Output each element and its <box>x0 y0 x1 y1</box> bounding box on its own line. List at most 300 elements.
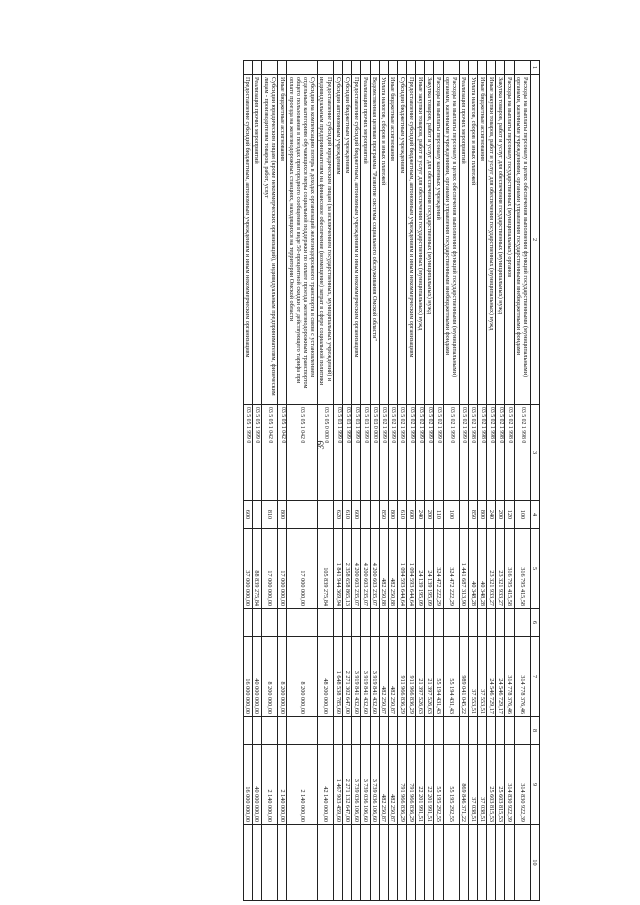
table-row <box>287 61 318 901</box>
row-amount-col7-cell: 911 966 836,29 <box>398 637 407 717</box>
row-amount-col7-cell: 55 194 431,43 <box>443 637 459 717</box>
column-header: 4 <box>530 501 539 529</box>
row-name-cell: Субсидии бюджетным учреждениям <box>343 75 352 405</box>
row-kvr-cell: 120 <box>505 501 514 529</box>
table-row <box>352 61 361 901</box>
row-name-cell: Реализация прочих мероприятий <box>459 75 468 405</box>
row-col8-cell <box>398 717 407 745</box>
row-code-cell: 03 5 02 1 998 0 <box>505 405 514 501</box>
row-amount-col7-cell: 3 919 841 432,60 <box>352 637 361 717</box>
row-blank-cell <box>487 61 496 75</box>
row-blank-cell <box>287 61 318 75</box>
row-col6-cell <box>434 609 443 637</box>
row-amount-col7-cell: 24 546 729,17 <box>487 637 496 717</box>
row-blank-cell <box>425 61 434 75</box>
row-amount-col5-cell: 324 472 222,29 <box>434 529 443 609</box>
row-amount-col7-cell: 3 919 841 432,60 <box>370 637 379 717</box>
row-code-cell: 03 5 05 1 042 0 <box>262 405 278 501</box>
row-col8-cell <box>478 717 487 745</box>
table-row <box>487 61 496 901</box>
row-code-cell: 03 5 02 1 999 0 <box>398 405 407 501</box>
row-amount-col7-cell: 8 200 000,00 <box>262 637 278 717</box>
row-amount-col5-cell: 1 094 593 644,64 <box>398 529 407 609</box>
row-col6-cell <box>287 609 318 637</box>
row-col8-cell <box>379 717 388 745</box>
row-amount-col5-cell: 105 839 275,84 <box>317 529 333 609</box>
row-kvr-cell: 110 <box>434 501 443 529</box>
row-kvr-cell: 100 <box>514 501 530 529</box>
row-amount-col7-cell: 1 648 538 785,60 <box>334 637 343 717</box>
row-amount-col5-cell: 482 250,88 <box>379 529 388 609</box>
row-code-cell: 03 5 02 1 998 0 <box>469 405 478 501</box>
row-name-cell: Уплата налогов, сборов и иных платежей <box>379 75 388 405</box>
row-amount-col9-cell: 791 966 836,29 <box>407 745 416 825</box>
row-amount-col9-cell: 16 000 000,00 <box>243 745 252 825</box>
row-blank-cell <box>352 61 361 75</box>
row-name-cell: Предоставление субсидий бюджетным, автономным учреждениям и иным некоммерческим организациям <box>243 75 252 405</box>
row-name-cell: Предоставление субсидий бюджетным, автономным учреждениям и иным некоммерческим организациям <box>407 75 416 405</box>
row-col10-cell <box>379 825 388 901</box>
row-kvr-cell <box>252 501 261 529</box>
row-kvr-cell: 850 <box>469 501 478 529</box>
row-col10-cell <box>398 825 407 901</box>
row-col8-cell <box>287 717 318 745</box>
row-amount-col9-cell: 37 038,51 <box>469 745 478 825</box>
row-amount-col9-cell: 55 195 292,55 <box>443 745 459 825</box>
column-header: 6 <box>530 609 539 637</box>
row-col8-cell <box>514 717 530 745</box>
row-col8-cell <box>388 717 397 745</box>
row-kvr-cell: 600 <box>407 501 416 529</box>
table-row <box>469 61 478 901</box>
table-row <box>388 61 397 901</box>
row-col10-cell <box>262 825 278 901</box>
row-amount-col9-cell: 314 830 922,39 <box>514 745 530 825</box>
row-amount-col7-cell: 21 397 526,63 <box>425 637 434 717</box>
row-blank-cell <box>496 61 505 75</box>
row-col6-cell <box>252 609 261 637</box>
row-amount-col5-cell: 23 321 933,27 <box>496 529 505 609</box>
row-name-cell: Предоставление субсидий бюджетным, автономным учреждениям и иным некоммерческим организациям <box>352 75 361 405</box>
row-amount-col5-cell: 17 000 000,00 <box>262 529 278 609</box>
row-name-cell: Расходы на выплаты персоналу в целях обеспечения выполнения функций государственными (муниципальными) органами, казенными учреждениями, органами управления государственными внебюджетными фондами <box>514 75 530 405</box>
row-kvr-cell: 240 <box>416 501 425 529</box>
row-amount-col5-cell: 37 000 000,00 <box>243 529 252 609</box>
row-amount-col7-cell: 2 271 302 647,00 <box>343 637 352 717</box>
row-col10-cell <box>407 825 416 901</box>
row-name-cell: Предоставление субсидий юридическим лицам (за исключением государственных, муниципальных учреждений) и индивидуальным предпринимателям на финансовое обеспечение (возмещение) затрат в сфере социальной политики <box>317 75 333 405</box>
row-col10-cell <box>425 825 434 901</box>
row-col10-cell <box>361 825 370 901</box>
row-amount-col7-cell: 989 041 045,22 <box>459 637 468 717</box>
row-name-cell: Закупка товаров, работ и услуг для обеспечения государственных (муниципальных) нужд <box>496 75 505 405</box>
row-col10-cell <box>352 825 361 901</box>
row-amount-col5-cell: 40 348,28 <box>478 529 487 609</box>
row-amount-col9-cell: 42 140 000,00 <box>317 745 333 825</box>
row-amount-col7-cell: 37 553,51 <box>469 637 478 717</box>
column-number-header <box>530 61 539 901</box>
row-amount-col9-cell: 2 140 000,00 <box>278 745 287 825</box>
row-code-cell: 03 5 02 1 998 0 <box>496 405 505 501</box>
row-amount-col5-cell: 1 441 687 313,90 <box>459 529 468 609</box>
row-col8-cell <box>262 717 278 745</box>
row-code-cell: 03 5 05 0 000 0 <box>317 405 333 501</box>
row-blank-cell <box>443 61 459 75</box>
row-col8-cell <box>416 717 425 745</box>
row-name-cell: Субсидии на компенсацию потерь в доходах организаций железнодорожного транспорта в связи с установлением отдельным категориям обучающихся меры социальной поддержки по оплате проезда железнодорожным транспортом общего пользования в поездах пригородного сообщения в виде 50-процентной скидки от действующего тарифа при оплате проезда на железнодорожных станциях, находящихся на территории Омской области <box>287 75 318 405</box>
row-col6-cell <box>370 609 379 637</box>
row-col6-cell <box>262 609 278 637</box>
row-kvr-cell <box>370 501 379 529</box>
row-amount-col5-cell: 24 139 195,09 <box>416 529 425 609</box>
row-code-cell: 03 5 03 0 000 0 <box>370 405 379 501</box>
row-amount-col9-cell: 55 195 292,55 <box>434 745 443 825</box>
row-name-cell: Иные бюджетные ассигнования <box>478 75 487 405</box>
table-row <box>334 61 343 901</box>
row-col8-cell <box>434 717 443 745</box>
row-amount-col7-cell: 55 194 431,43 <box>434 637 443 717</box>
table-row <box>398 61 407 901</box>
row-amount-col9-cell: 314 830 922,39 <box>505 745 514 825</box>
row-amount-col9-cell: 37 038,51 <box>478 745 487 825</box>
row-amount-col9-cell: 2 140 000,00 <box>287 745 318 825</box>
row-name-cell: Реализация прочих мероприятий <box>361 75 370 405</box>
row-blank-cell <box>416 61 425 75</box>
row-amount-col5-cell: 316 795 415,58 <box>505 529 514 609</box>
row-kvr-cell: 240 <box>487 501 496 529</box>
row-col10-cell <box>278 825 287 901</box>
rotated-table-container <box>20 60 540 900</box>
row-kvr-cell: 800 <box>278 501 287 529</box>
row-name-cell: Расходы на выплаты персоналу в целях обеспечения выполнения функций государственными (муниципальными) органами, казенными учреждениями, органами управления государственными внебюджетными фондами <box>443 75 459 405</box>
row-amount-col7-cell: 482 250,87 <box>388 637 397 717</box>
row-code-cell: 03 5 03 1 999 0 <box>352 405 361 501</box>
row-kvr-cell: 850 <box>379 501 388 529</box>
row-code-cell: 03 5 05 1 042 0 <box>287 405 318 501</box>
row-blank-cell <box>243 61 252 75</box>
column-header: 5 <box>530 529 539 609</box>
row-blank-cell <box>398 61 407 75</box>
row-blank-cell <box>469 61 478 75</box>
row-name-cell: Уплата налогов, сборов и иных платежей <box>469 75 478 405</box>
table-row <box>278 61 287 901</box>
table-row <box>514 61 530 901</box>
row-col10-cell <box>487 825 496 901</box>
row-blank-cell <box>262 61 278 75</box>
row-col8-cell <box>370 717 379 745</box>
row-amount-col7-cell: 8 200 000,00 <box>287 637 318 717</box>
row-amount-col7-cell: 8 200 000,00 <box>278 637 287 717</box>
row-col6-cell <box>443 609 459 637</box>
row-amount-col5-cell: 88 839 275,84 <box>252 529 261 609</box>
row-col10-cell <box>370 825 379 901</box>
table-row <box>361 61 370 901</box>
row-kvr-cell <box>459 501 468 529</box>
row-kvr-cell: 200 <box>496 501 505 529</box>
row-blank-cell <box>379 61 388 75</box>
row-amount-col5-cell: 4 200 603 235,07 <box>370 529 379 609</box>
row-code-cell: 03 5 02 1 999 0 <box>459 405 468 501</box>
row-code-cell: 03 5 02 1 998 0 <box>514 405 530 501</box>
row-name-cell: Иные бюджетные ассигнования <box>278 75 287 405</box>
row-col8-cell <box>317 717 333 745</box>
row-name-cell: Субсидии юридическим лицам (кроме некоммерческих организаций), индивидуальным предпринимателям, физическим лицам - производителям товаров, работ, услуг <box>262 75 278 405</box>
table-row <box>459 61 468 901</box>
table-row <box>370 61 379 901</box>
row-code-cell: 03 5 02 1 998 0 <box>487 405 496 501</box>
row-amount-col7-cell: 911 966 836,29 <box>407 637 416 717</box>
row-blank-cell <box>514 61 530 75</box>
table-row <box>407 61 416 901</box>
row-code-cell: 03 5 03 1 999 0 <box>334 405 343 501</box>
row-col6-cell <box>487 609 496 637</box>
row-amount-col5-cell: 24 139 195,09 <box>425 529 434 609</box>
row-code-cell: 03 5 05 1 999 0 <box>252 405 261 501</box>
row-kvr-cell: 600 <box>243 501 252 529</box>
row-col6-cell <box>496 609 505 637</box>
row-amount-col7-cell: 3 919 841 432,60 <box>361 637 370 717</box>
row-amount-col9-cell: 25 603 815,53 <box>496 745 505 825</box>
row-amount-col9-cell: 2 140 000,00 <box>262 745 278 825</box>
row-amount-col9-cell: 791 966 836,29 <box>398 745 407 825</box>
row-col6-cell <box>416 609 425 637</box>
row-amount-col9-cell: 482 250,87 <box>379 745 388 825</box>
row-amount-col5-cell: 40 348,28 <box>469 529 478 609</box>
row-col8-cell <box>243 717 252 745</box>
row-col8-cell <box>334 717 343 745</box>
row-amount-col7-cell: 21 397 526,63 <box>416 637 425 717</box>
row-amount-col9-cell: 25 603 815,53 <box>487 745 496 825</box>
row-code-cell: 03 5 03 1 999 0 <box>343 405 352 501</box>
row-amount-col7-cell: 24 546 729,17 <box>496 637 505 717</box>
row-col8-cell <box>278 717 287 745</box>
row-col8-cell <box>496 717 505 745</box>
row-kvr-cell <box>317 501 333 529</box>
row-blank-cell <box>343 61 352 75</box>
row-col6-cell <box>352 609 361 637</box>
row-name-cell: Ведомственная целевая программа "Развитие системы социального обслуживания Омской области" <box>370 75 379 405</box>
row-col10-cell <box>478 825 487 901</box>
row-blank-cell <box>370 61 379 75</box>
row-amount-col7-cell: 37 553,51 <box>478 637 487 717</box>
row-amount-col5-cell: 1 094 593 644,64 <box>407 529 416 609</box>
column-header: 1 <box>530 61 539 75</box>
budget-table <box>243 60 540 901</box>
row-kvr-cell: 610 <box>343 501 352 529</box>
row-code-cell: 03 5 05 1 999 0 <box>243 405 252 501</box>
row-blank-cell <box>317 61 333 75</box>
row-amount-col5-cell: 2 358 658 865,13 <box>343 529 352 609</box>
row-code-cell: 03 5 02 1 998 0 <box>478 405 487 501</box>
row-name-cell: Расходы на выплаты персоналу государственных (муниципальных) органов <box>505 75 514 405</box>
row-col6-cell <box>388 609 397 637</box>
row-kvr-cell: 800 <box>478 501 487 529</box>
row-amount-col5-cell: 23 321 933,27 <box>487 529 496 609</box>
row-kvr-cell <box>361 501 370 529</box>
row-col6-cell <box>407 609 416 637</box>
row-col6-cell <box>505 609 514 637</box>
row-kvr-cell <box>287 501 318 529</box>
row-name-cell: Субсидии бюджетным учреждениям <box>398 75 407 405</box>
row-name-cell: Реализация прочих мероприятий <box>252 75 261 405</box>
row-kvr-cell: 620 <box>334 501 343 529</box>
row-code-cell: 03 5 02 1 999 0 <box>379 405 388 501</box>
row-col6-cell <box>278 609 287 637</box>
row-blank-cell <box>434 61 443 75</box>
row-col6-cell <box>425 609 434 637</box>
row-amount-col7-cell: 482 250,87 <box>379 637 388 717</box>
row-col6-cell <box>334 609 343 637</box>
row-col10-cell <box>505 825 514 901</box>
row-blank-cell <box>334 61 343 75</box>
row-col6-cell <box>478 609 487 637</box>
column-header: 2 <box>530 75 539 405</box>
table-row <box>434 61 443 901</box>
row-amount-col5-cell: 17 000 000,00 <box>278 529 287 609</box>
row-blank-cell <box>459 61 468 75</box>
row-col10-cell <box>469 825 478 901</box>
row-amount-col5-cell: 324 472 222,29 <box>443 529 459 609</box>
row-col8-cell <box>407 717 416 745</box>
row-blank-cell <box>407 61 416 75</box>
row-col10-cell <box>343 825 352 901</box>
row-col8-cell <box>252 717 261 745</box>
table-row <box>317 61 333 901</box>
row-amount-col9-cell: 3 739 036 106,60 <box>370 745 379 825</box>
row-col6-cell <box>243 609 252 637</box>
table-row <box>505 61 514 901</box>
row-amount-col7-cell: 314 778 376,46 <box>505 637 514 717</box>
row-code-cell: 03 5 02 1 999 0 <box>407 405 416 501</box>
column-header: 3 <box>530 405 539 501</box>
row-code-cell: 03 5 02 1 999 0 <box>425 405 434 501</box>
row-col8-cell <box>361 717 370 745</box>
row-amount-col9-cell: 1 467 903 459,60 <box>334 745 343 825</box>
row-code-cell: 03 5 02 1 999 0 <box>434 405 443 501</box>
row-col10-cell <box>459 825 468 901</box>
row-kvr-cell: 800 <box>388 501 397 529</box>
row-col6-cell <box>514 609 530 637</box>
row-col8-cell <box>505 717 514 745</box>
row-col6-cell <box>343 609 352 637</box>
row-kvr-cell: 200 <box>425 501 434 529</box>
row-col6-cell <box>398 609 407 637</box>
row-code-cell: 03 5 02 1 999 0 <box>416 405 425 501</box>
row-blank-cell <box>252 61 261 75</box>
row-col6-cell <box>379 609 388 637</box>
row-amount-col9-cell: 22 201 991,51 <box>416 745 425 825</box>
row-name-cell: Иные закупки товаров, работ и услуг для обеспечения государственных (муниципальных) нужд <box>416 75 425 405</box>
row-kvr-cell: 600 <box>352 501 361 529</box>
row-amount-col5-cell: 4 200 603 235,07 <box>361 529 370 609</box>
row-amount-col9-cell: 40 000 000,00 <box>252 745 261 825</box>
table-row <box>496 61 505 901</box>
row-amount-col9-cell: 482 250,87 <box>388 745 397 825</box>
row-blank-cell <box>388 61 397 75</box>
row-amount-col5-cell: 17 000 000,00 <box>287 529 318 609</box>
row-code-cell: 03 5 02 1 999 0 <box>388 405 397 501</box>
row-col8-cell <box>443 717 459 745</box>
row-amount-col5-cell: 1 841 944 369,94 <box>334 529 343 609</box>
row-col6-cell <box>459 609 468 637</box>
row-amount-col9-cell: 2 271 132 647,00 <box>343 745 352 825</box>
row-kvr-cell: 810 <box>262 501 278 529</box>
row-col6-cell <box>361 609 370 637</box>
row-col8-cell <box>487 717 496 745</box>
row-amount-col7-cell: 16 000 000,00 <box>243 637 252 717</box>
table-row <box>343 61 352 901</box>
row-blank-cell <box>505 61 514 75</box>
row-col10-cell <box>514 825 530 901</box>
row-col6-cell <box>469 609 478 637</box>
table-row <box>379 61 388 901</box>
row-col8-cell <box>352 717 361 745</box>
row-amount-col9-cell: 22 201 991,51 <box>425 745 434 825</box>
row-col6-cell <box>317 609 333 637</box>
row-col8-cell <box>425 717 434 745</box>
row-col8-cell <box>469 717 478 745</box>
table-row <box>262 61 278 901</box>
column-header: 7 <box>530 637 539 717</box>
row-blank-cell <box>361 61 370 75</box>
row-amount-col7-cell: 314 778 376,46 <box>514 637 530 717</box>
row-code-cell: 03 5 02 1 999 0 <box>443 405 459 501</box>
row-col10-cell <box>416 825 425 901</box>
row-col10-cell <box>243 825 252 901</box>
row-blank-cell <box>478 61 487 75</box>
row-col10-cell <box>334 825 343 901</box>
table-row <box>425 61 434 901</box>
row-amount-col7-cell: 48 200 000,00 <box>317 637 333 717</box>
row-col10-cell <box>496 825 505 901</box>
row-amount-col9-cell: 869 846 371,22 <box>459 745 468 825</box>
column-header: 8 <box>530 717 539 745</box>
row-col10-cell <box>252 825 261 901</box>
table-row <box>416 61 425 901</box>
row-col10-cell <box>388 825 397 901</box>
column-header: 10 <box>530 825 539 901</box>
row-code-cell: 03 5 03 1 999 0 <box>361 405 370 501</box>
row-name-cell: Иные бюджетные ассигнования <box>388 75 397 405</box>
row-amount-col5-cell: 316 795 415,58 <box>514 529 530 609</box>
row-name-cell: Закупка товаров, работ и услуг для обеспечения государственных (муниципальных) нужд <box>425 75 434 405</box>
table-body <box>243 61 530 901</box>
row-col10-cell <box>443 825 459 901</box>
row-col10-cell <box>434 825 443 901</box>
row-col8-cell <box>343 717 352 745</box>
table-row <box>443 61 459 901</box>
row-col10-cell <box>287 825 318 901</box>
column-header: 9 <box>530 745 539 825</box>
page-number: 39 <box>315 440 326 450</box>
row-code-cell: 03 5 05 1 042 0 <box>278 405 287 501</box>
row-blank-cell <box>278 61 287 75</box>
row-col10-cell <box>317 825 333 901</box>
row-name-cell: Иные закупки товаров, работ и услуг для обеспечения государственных (муниципальных) нужд <box>487 75 496 405</box>
row-amount-col7-cell: 40 000 000,00 <box>252 637 261 717</box>
row-amount-col9-cell: 3 739 036 106,60 <box>352 745 361 825</box>
row-amount-col5-cell: 4 200 603 235,07 <box>352 529 361 609</box>
row-name-cell: Субсидии автономным учреждениям <box>334 75 343 405</box>
table-row <box>243 61 252 901</box>
row-kvr-cell: 100 <box>443 501 459 529</box>
row-name-cell: Расходы на выплаты персоналу казенных учреждений <box>434 75 443 405</box>
table-row <box>478 61 487 901</box>
row-kvr-cell: 610 <box>398 501 407 529</box>
row-amount-col5-cell: 482 250,88 <box>388 529 397 609</box>
table-row <box>252 61 261 901</box>
row-col8-cell <box>459 717 468 745</box>
